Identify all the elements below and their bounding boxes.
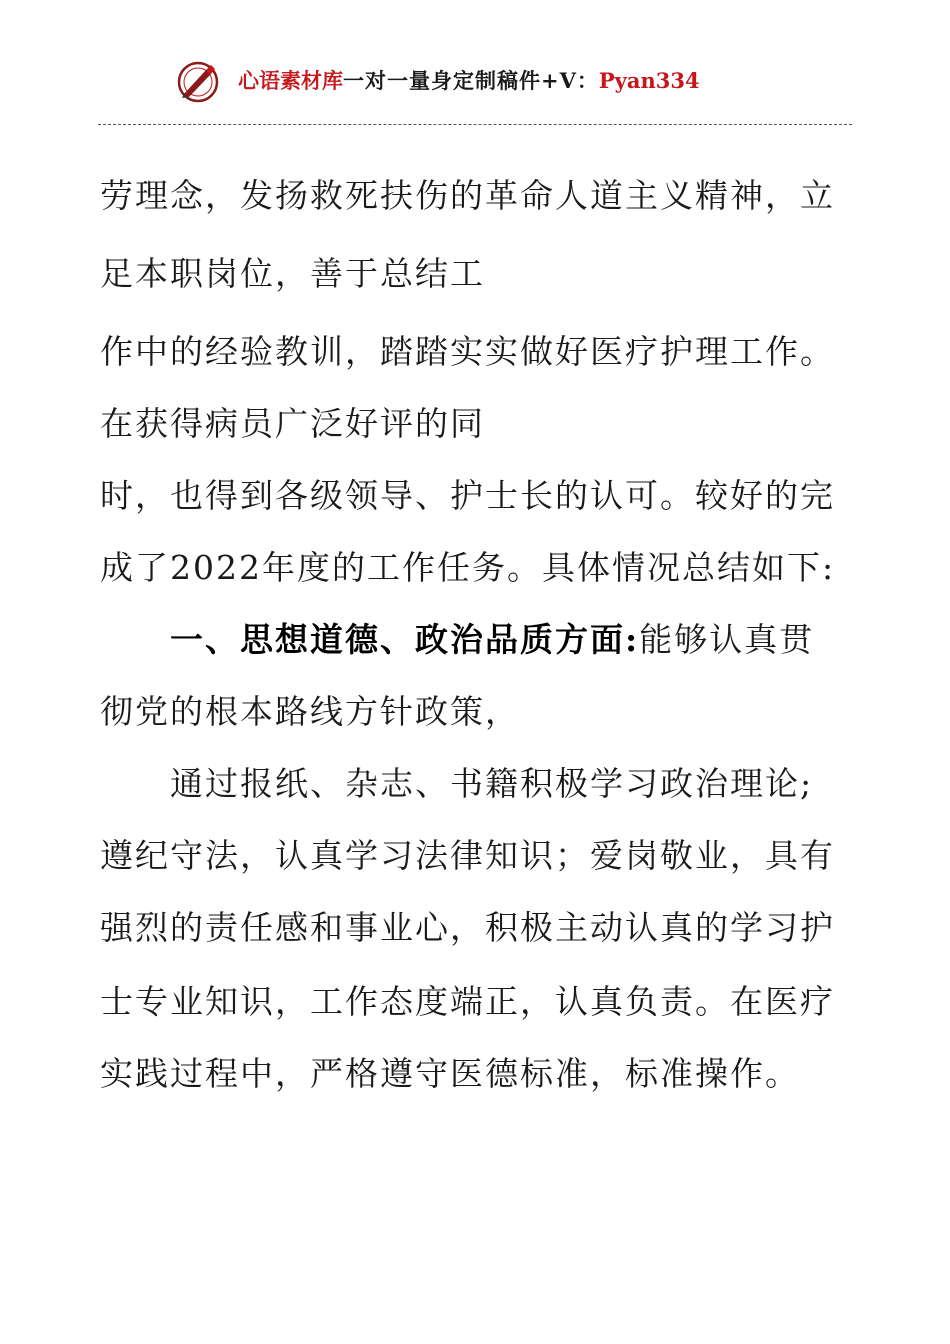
section-heading-continuation: 能够认真贯 (639, 620, 815, 659)
pen-logo-icon (176, 60, 220, 104)
document-header (0, 48, 950, 114)
text-line: 士专业知识，工作态度端正，认真负责。在医疗 (100, 982, 835, 1021)
text-line: 时，也得到各级领导、护士长的认可。较好的完 (100, 476, 835, 515)
contact-id: Pyan334 (598, 68, 700, 93)
section-heading-line (170, 620, 814, 660)
slogan: 一对一量身定制稿件+V： (343, 68, 599, 93)
text-line: 成了2022年度的工作任务。具体情况总结如下: (100, 548, 836, 587)
text-line: 作中的经验教训，踏踏实实做好医疗护理工作。 (100, 332, 835, 371)
text-line: 实践过程中，严格遵守医德标准，标准操作。 (100, 1054, 800, 1093)
header-text (238, 68, 700, 94)
text-line: 通过报纸、杂志、书籍积极学习政治理论; (170, 764, 814, 803)
text-line: 在获得病员广泛好评的同 (100, 404, 485, 443)
text-line: 彻党的根本路线方针政策， (100, 692, 520, 731)
text-line: 足本职岗位，善于总结工 (100, 254, 485, 293)
header-divider (98, 124, 852, 125)
text-line: 遵纪守法，认真学习法律知识；爱岗敬业，具有 (100, 836, 835, 875)
text-line: 劳理念，发扬救死扶伤的革命人道主义精神，立 (100, 176, 835, 215)
text-line: 强烈的责任感和事业心，积极主动认真的学习护 (100, 908, 835, 947)
brand-name: 心语素材库 (238, 68, 343, 93)
section-heading: 一、思想道德、政治品质方面: (170, 620, 640, 659)
